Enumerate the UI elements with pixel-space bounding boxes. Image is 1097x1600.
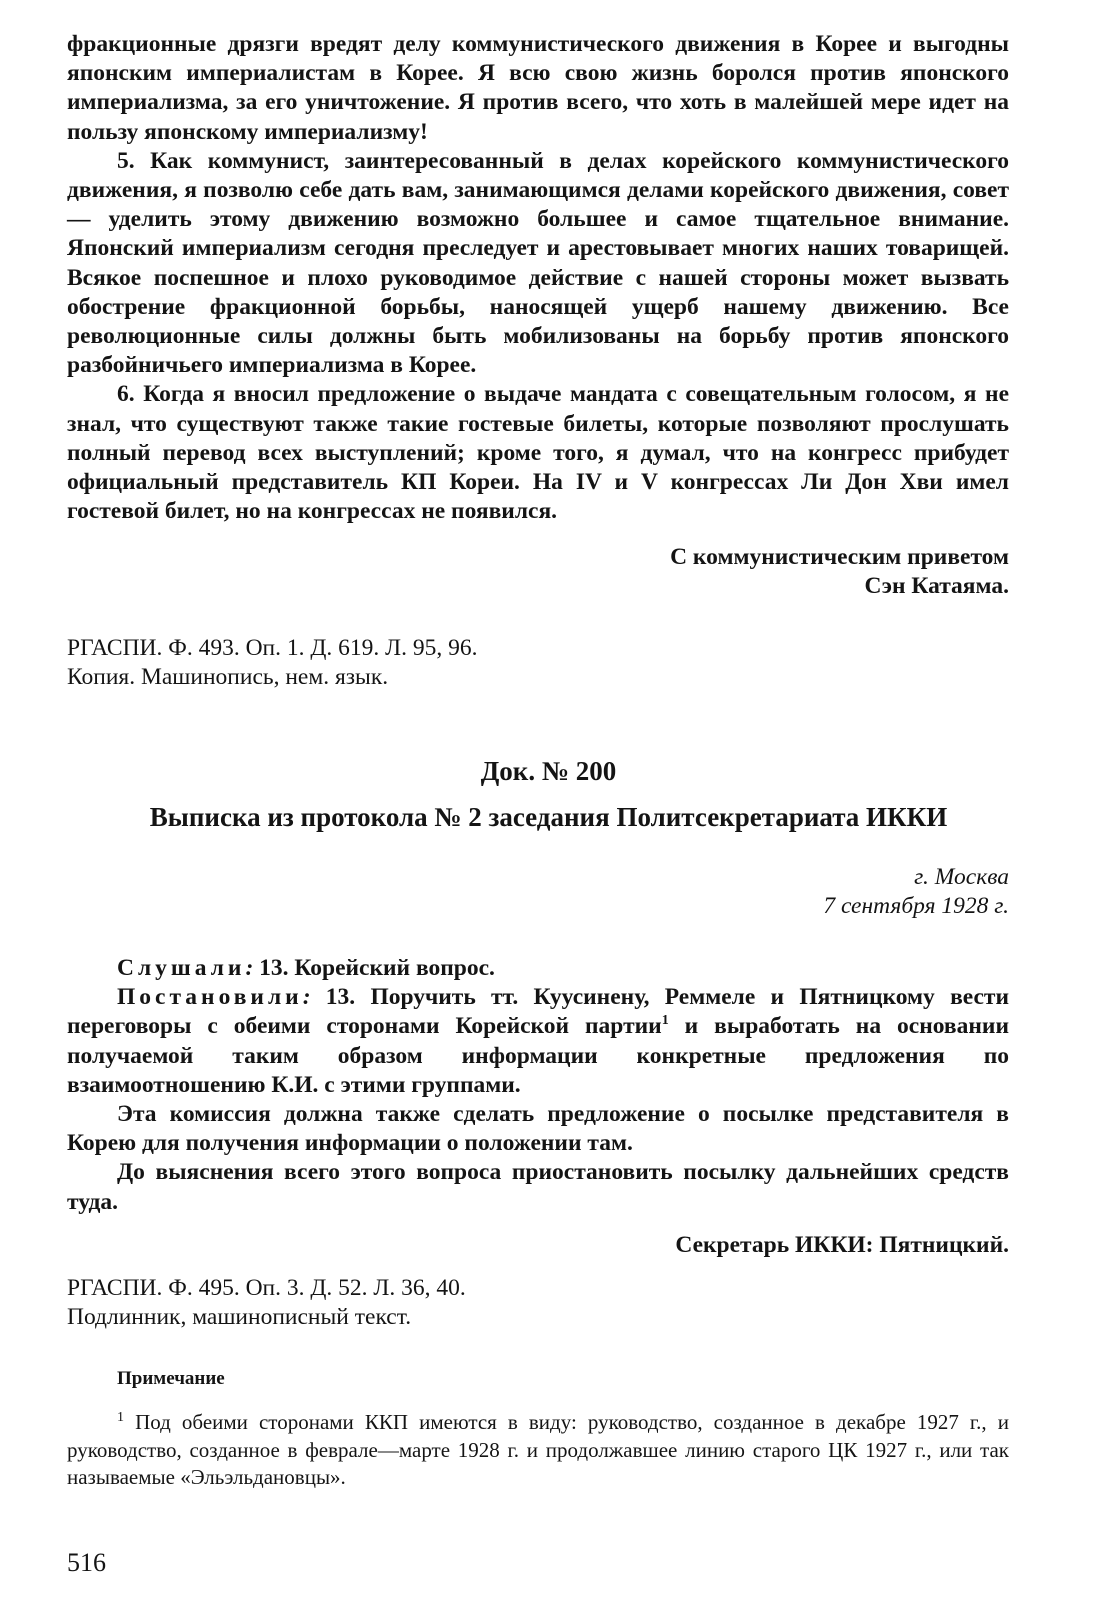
heard-label: Слушали: [117, 955, 246, 981]
signature-katayama: Сэн Катаяма.: [864, 573, 1009, 600]
resolved-text-b: и выработать на основании получаемой таким образом информации конкретные предложения по взаимоотношению К.И. с этими группами.: [67, 1013, 1009, 1098]
note-heading: Примечание: [117, 1368, 225, 1389]
place-date: [823, 863, 1009, 921]
closing-salutation: [670, 543, 1009, 601]
archive-reference-2: [67, 1274, 466, 1332]
heard-text: 13. Корейский вопрос.: [253, 955, 495, 981]
footnote-body: Под обеими сторонами ККП имеются в виду: руководство, созданное в декабре 1927 г., и руководство, созданное в феврале—марте 1928 г. и продолжавшее линию старого ЦК 1927 г., или так называемые «Эльэльдановцы».: [67, 1410, 1009, 1489]
archive-citation: РГАСПИ. Ф. 495. Оп. 3. Д. 52. Л. 36, 40.: [67, 1275, 466, 1301]
page-number: 516: [67, 1548, 106, 1577]
archive-reference-1: [67, 634, 477, 692]
place: г. Москва: [914, 864, 1009, 890]
commission-paragraph: Эта комиссия должна также сделать предложение о посылке представителя в Корею для получения информации о положении там.: [67, 1101, 1009, 1157]
footnote-marker: 1: [117, 1410, 124, 1425]
closing-line: С коммунистическим приветом: [670, 544, 1009, 570]
minutes-body: [67, 954, 1009, 1217]
heard-item: [67, 954, 1009, 983]
secretary-signature: Секретарь ИККИ: Пятницкий.: [675, 1232, 1009, 1258]
footnote-text: [67, 1409, 1009, 1492]
footnote-ref: 1: [661, 1013, 669, 1029]
archive-citation: РГАСПИ. Ф. 493. Оп. 1. Д. 619. Л. 95, 96.: [67, 635, 478, 661]
resolved-text-a: 13. Поручить тт. Куусинену, Реммеле и Пятницкому вести переговоры с обеими сторонами Корейской партии: [67, 984, 1009, 1040]
footnote: [67, 1409, 1009, 1492]
copy-description: Копия. Машинопись, нем. язык.: [67, 664, 389, 691]
resolved-item: [67, 983, 1009, 1100]
letter-body: [67, 30, 1009, 526]
document-number: Док. № 200: [480, 756, 617, 786]
paragraph-point-6: 6. Когда я вносил предложение о выдаче мандата с совещательным голосом, я не знал, что существуют также такие гостевые билеты, которые позволяют прослушать полный перевод всех выступлений; кроме того, я думал, что на конгресс прибудет официальный представитель КП Кореи. На IV и V конгрессах Ли Дон Хви имел гостевой билет, но на конгрессах не появился.: [67, 381, 1009, 525]
resolved-colon: :: [302, 984, 311, 1011]
date: 7 сентября 1928 г.: [823, 893, 1009, 920]
document-title: Выписка из протокола № 2 заседания Политсекретариата ИККИ: [149, 802, 948, 832]
heard-colon: :: [245, 955, 254, 981]
original-description: Подлинник, машинописный текст.: [67, 1304, 412, 1331]
paragraph-point-5: 5. Как коммунист, заинтересованный в делах корейского коммунистического движения, я позволю себе дать вам, занимающимся делами корейского движения, совет — уделить этому движению возможно большее и самое тщательное внимание. Японский империализм сегодня преследует и арестовывает многих наших товарищей. Всякое поспешное и плохо руководимое действие с нашей стороны может вызвать обострение фракционной борьбы, наносящей ущерб нашему движению. Все революционные силы должны быть мобилизованы на борьбу против японского разбойничьего империализма в Корее.: [67, 147, 1009, 379]
suspend-paragraph: До выяснения всего этого вопроса приостановить посылку дальнейших средств туда.: [67, 1159, 1009, 1215]
paragraph-continued: фракционные дрязги вредят делу коммунистического движения в Корее и выгодны японским империалистам в Корее. Я всю свою жизнь боролся против японского империализма, за его уничтожение. Я против всего, что хоть в малейшей мере идет на пользу японскому империализму!: [67, 31, 1009, 145]
resolved-label: Постановили: [117, 984, 303, 1011]
